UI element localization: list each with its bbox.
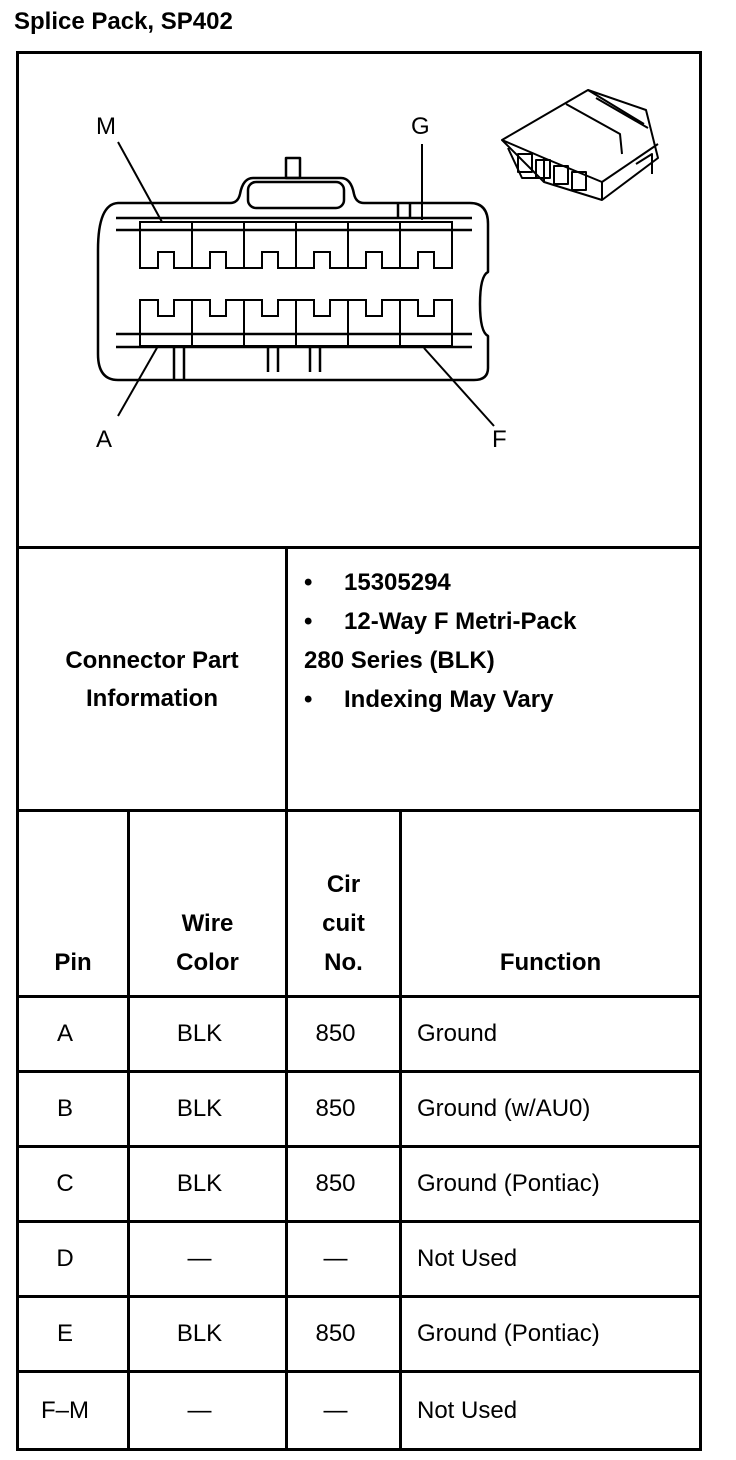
connector-part-info-label bbox=[19, 550, 285, 810]
cell-pin: E bbox=[56, 1320, 73, 1347]
cell-function: Not Used bbox=[417, 1396, 518, 1424]
info-label-line: Connector Part bbox=[65, 647, 239, 674]
page-title: Splice Pack, SP402 bbox=[14, 8, 233, 35]
cell-function: Ground bbox=[417, 1020, 498, 1047]
cell-wire-color: BLK bbox=[176, 1170, 223, 1197]
indexing-note bbox=[304, 680, 577, 719]
terminal-cavities bbox=[140, 222, 452, 346]
connector-part-info bbox=[304, 563, 577, 719]
header-text: Color bbox=[176, 949, 239, 976]
info-text: 12-Way F Metri-Pack bbox=[344, 608, 577, 635]
bullet: • bbox=[304, 569, 313, 596]
header-pin bbox=[19, 813, 127, 996]
cell-wire-color: BLK bbox=[176, 1095, 223, 1122]
cell-wire-color: — bbox=[187, 1245, 212, 1272]
header-wire-color bbox=[130, 813, 285, 996]
cell-function: Not Used bbox=[417, 1245, 518, 1272]
cell-wire-color: BLK bbox=[176, 1020, 223, 1047]
cell-wire-color: BLK bbox=[176, 1320, 223, 1347]
cell-pin: A bbox=[56, 1020, 73, 1047]
bullet: • bbox=[304, 686, 313, 713]
info-text: 15305294 bbox=[344, 569, 451, 596]
connector-series: 280 Series (BLK) bbox=[304, 647, 495, 674]
part-number bbox=[304, 563, 577, 602]
pin-label-m: M bbox=[96, 113, 116, 140]
cell-pin: C bbox=[56, 1170, 74, 1197]
info-label-line: Information bbox=[86, 685, 218, 712]
cell-circuit: 850 bbox=[315, 1095, 356, 1122]
cell-circuit: 850 bbox=[315, 1170, 356, 1197]
cell-circuit: — bbox=[323, 1245, 348, 1272]
cell-circuit: 850 bbox=[315, 1020, 356, 1047]
cell-function: Ground (Pontiac) bbox=[417, 1320, 600, 1347]
header-text: Function bbox=[499, 949, 602, 976]
pin-label-a: A bbox=[96, 426, 113, 453]
cell-pin: F–M bbox=[41, 1396, 89, 1424]
header-text: cuit bbox=[322, 910, 365, 937]
cell-circuit: 850 bbox=[315, 1320, 356, 1347]
cell-pin: B bbox=[56, 1095, 73, 1122]
cell-function: Ground (w/AU0) bbox=[417, 1095, 591, 1122]
divider bbox=[285, 548, 288, 812]
header-text: Wire bbox=[181, 910, 234, 937]
callout-lines bbox=[118, 142, 494, 426]
header-text: No. bbox=[324, 949, 363, 976]
bullet: • bbox=[304, 608, 313, 635]
header-function bbox=[402, 813, 699, 996]
cell-function: Ground (Pontiac) bbox=[417, 1170, 600, 1197]
pin-label-g: G bbox=[411, 113, 430, 140]
cell-pin: D bbox=[56, 1245, 74, 1272]
connector-3d-icon bbox=[502, 90, 658, 200]
info-text: Indexing May Vary bbox=[344, 686, 554, 713]
header-text: Pin bbox=[54, 949, 92, 976]
cell-circuit: — bbox=[323, 1396, 348, 1424]
header-text: Cir bbox=[326, 871, 361, 898]
connector-diagram bbox=[18, 54, 700, 547]
connector-type bbox=[304, 602, 577, 641]
cell-wire-color: — bbox=[187, 1396, 212, 1424]
pin-label-f: F bbox=[492, 426, 507, 453]
header-circuit-no bbox=[288, 813, 399, 996]
